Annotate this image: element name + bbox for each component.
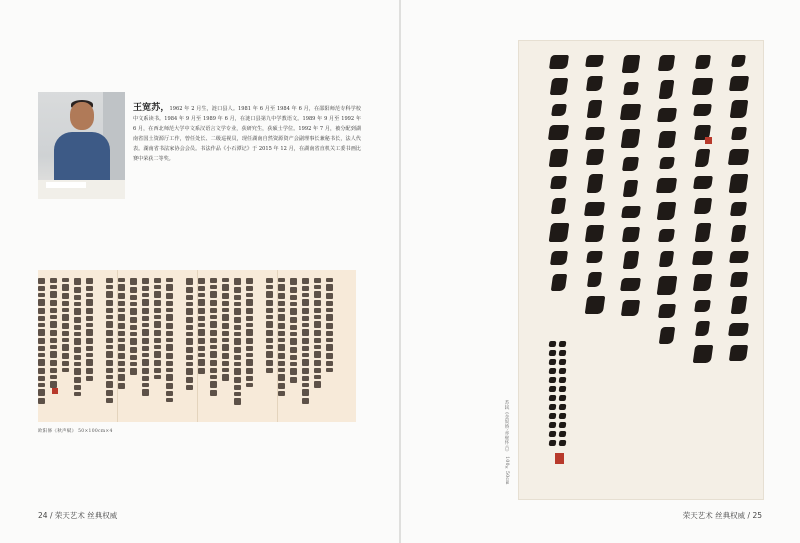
artist-bio [133, 103, 361, 164]
calligraphy-column [246, 278, 253, 387]
right-folio: 荣天艺术 丝典权威 / 25 [682, 511, 762, 520]
left-running-head: 荣天艺术 丝典权威 [54, 511, 118, 520]
calligraphy-four-panel-work [38, 270, 356, 422]
calligraphy-column [186, 278, 193, 390]
left-folio: 24 / 荣天艺术 丝典权威 [38, 511, 118, 520]
calligraphy-column [86, 278, 93, 381]
calligraphy-column [154, 278, 161, 379]
calligraphy-column [210, 278, 217, 396]
calligraphy-column [62, 278, 69, 372]
calligraphy-column [278, 278, 285, 396]
calligraphy-column [118, 278, 125, 389]
artist-name: 王宽苏， [133, 103, 170, 113]
calligraphy-column [621, 55, 640, 316]
right-page-number: 25 [752, 511, 762, 520]
inscription-column [549, 341, 556, 446]
calligraphy-column [729, 55, 748, 361]
red-seal-stamp [52, 388, 58, 394]
calligraphy-column [302, 278, 309, 404]
right-running-head: 荣天艺术 丝典权威 [682, 511, 746, 520]
four-panel-caption: 欧阳修《秋声赋》 50×100cm×4 [38, 429, 113, 434]
calligraphy-column [166, 278, 173, 402]
calligraphy-column [50, 278, 57, 388]
red-seal-stamp [705, 137, 712, 144]
calligraphy-column [222, 278, 229, 381]
calligraphy-column [234, 278, 241, 405]
artist-bio-text: 1962 年 2 月生，涟口县人。1981 年 6 月至 1984 年 6 月，在邵阳师范专科学校中文系读书。1984 年 9 月至 1989 年 6 月，在涟口县第九中学教语文。1989 年 9 月至 1992 年 6 月，在西北师范大学中文系汉语言文学专业，获研究生，获硕士学位。1992 年 7 月，被分配到湖南省国土资源厅工作，曾任处长、二级巡视员，现任湖南自然资源资产会副理事长兼秘书长，法人代表。湖南省书法家协会会员。书法作品《小石潭记》于 2015 年 12 月，在湖南省直机关工委书画比赛中荣获二等奖。 [133, 106, 361, 162]
calligraphy-column [106, 278, 113, 403]
left-page [0, 0, 399, 543]
calligraphy-column [74, 278, 81, 396]
calligraphy-column [142, 278, 149, 396]
red-seal-stamp [555, 453, 564, 464]
calligraphy-column [657, 55, 676, 344]
inscription-column [559, 341, 566, 446]
calligraphy-column [314, 278, 321, 388]
calligraphy-vertical-scroll [518, 40, 764, 500]
calligraphy-column [693, 55, 712, 363]
calligraphy-column [266, 278, 273, 373]
calligraphy-column [326, 278, 333, 372]
calligraphy-column [585, 55, 604, 314]
vertical-scroll-caption: 苏轼《念奴娇·赤壁怀古》 100×50cm [504, 400, 509, 485]
calligraphy-column [130, 278, 137, 375]
artist-portrait [38, 92, 125, 199]
calligraphy-column [290, 278, 297, 383]
left-page-number: 24 [38, 511, 48, 520]
calligraphy-column [38, 278, 45, 404]
calligraphy-column [198, 278, 205, 374]
calligraphy-column [549, 55, 568, 291]
